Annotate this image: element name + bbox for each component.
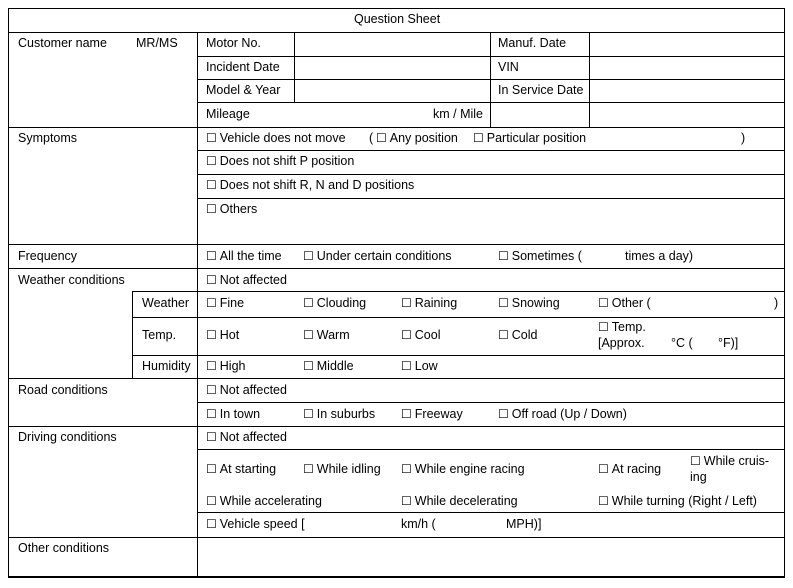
checkbox-icon[interactable]: ☐ bbox=[401, 328, 412, 342]
option-cool[interactable]: ☐ Cool bbox=[401, 328, 441, 342]
checkbox-icon[interactable]: ☐ bbox=[401, 296, 412, 310]
option-vehicle-speed[interactable]: ☐ Vehicle speed [ bbox=[206, 517, 305, 531]
option-at-racing[interactable]: ☐ At racing bbox=[598, 462, 662, 476]
option-off-road[interactable]: ☐ Off road (Up / Down) bbox=[498, 407, 627, 421]
checkbox-icon[interactable]: ☐ bbox=[498, 249, 509, 263]
option-particular-position[interactable]: ☐ Particular position bbox=[473, 131, 587, 145]
rule bbox=[8, 426, 785, 427]
option-clouding[interactable]: ☐ Clouding bbox=[303, 296, 367, 310]
checkbox-icon[interactable]: ☐ bbox=[401, 462, 412, 476]
option-weather-not-affected[interactable]: ☐ Not affected bbox=[206, 273, 287, 287]
incident-date-label: Incident Date bbox=[206, 60, 280, 74]
option-in-town[interactable]: ☐ In town bbox=[206, 407, 261, 421]
checkbox-icon[interactable]: ☐ bbox=[206, 328, 217, 342]
rule-right bbox=[784, 8, 785, 577]
rule bbox=[132, 317, 785, 318]
weather-sub-label: Weather bbox=[142, 296, 190, 310]
rule bbox=[197, 102, 785, 103]
option-others[interactable]: ☐ Others bbox=[206, 202, 258, 216]
checkbox-icon[interactable]: ☐ bbox=[303, 407, 314, 421]
option-while-accelerating[interactable]: ☐ While accelerating bbox=[206, 494, 322, 508]
deg-f-label: °F)] bbox=[718, 336, 739, 350]
rule bbox=[8, 244, 785, 245]
option-warm[interactable]: ☐ Warm bbox=[303, 328, 350, 342]
rule bbox=[8, 537, 785, 538]
option-cold[interactable]: ☐ Cold bbox=[498, 328, 538, 342]
humidity-sub-label: Humidity bbox=[142, 359, 191, 373]
kmh-label: km/h ( bbox=[401, 517, 436, 531]
option-any-position[interactable]: ☐ Any position bbox=[376, 131, 458, 145]
option-low[interactable]: ☐ Low bbox=[401, 359, 438, 373]
temp-sub-label: Temp. bbox=[142, 328, 177, 342]
times-a-day-label: times a day) bbox=[625, 249, 694, 263]
checkbox-icon[interactable]: ☐ bbox=[206, 462, 217, 476]
approx-label: [Approx. bbox=[598, 336, 645, 350]
option-temp[interactable]: ☐ Temp. bbox=[598, 320, 646, 334]
rule bbox=[197, 449, 785, 450]
checkbox-icon[interactable]: ☐ bbox=[598, 320, 609, 334]
checkbox-icon[interactable]: ☐ bbox=[303, 328, 314, 342]
rule bbox=[197, 56, 785, 57]
checkbox-icon[interactable]: ☐ bbox=[376, 131, 387, 145]
in-service-date-label: In Service Date bbox=[498, 83, 584, 97]
checkbox-icon[interactable]: ☐ bbox=[473, 131, 484, 145]
driving-conditions-label: Driving conditions bbox=[18, 430, 117, 444]
option-at-starting[interactable]: ☐ At starting bbox=[206, 462, 277, 476]
checkbox-icon[interactable]: ☐ bbox=[206, 202, 217, 216]
rule-label-column bbox=[197, 32, 198, 577]
frequency-label: Frequency bbox=[18, 249, 78, 263]
rule bbox=[197, 174, 785, 175]
option-vehicle-not-move[interactable]: ☐ Vehicle does not move bbox=[206, 131, 346, 145]
option-while-cruising[interactable]: ☐ While cruis- bbox=[690, 454, 770, 468]
manuf-date-label: Manuf. Date bbox=[498, 36, 567, 50]
rule bbox=[8, 268, 785, 269]
option-snowing[interactable]: ☐ Snowing bbox=[498, 296, 560, 310]
cruising-continuation: ing bbox=[690, 470, 707, 484]
option-while-decelerating[interactable]: ☐ While decelerating bbox=[401, 494, 518, 508]
mileage-label: Mileage bbox=[206, 107, 250, 121]
checkbox-icon[interactable]: ☐ bbox=[206, 359, 217, 373]
mileage-unit-label: km / Mile bbox=[433, 107, 483, 121]
rule bbox=[197, 150, 785, 151]
option-in-suburbs[interactable]: ☐ In suburbs bbox=[303, 407, 376, 421]
checkbox-icon[interactable]: ☐ bbox=[498, 328, 509, 342]
checkbox-icon[interactable]: ☐ bbox=[206, 517, 217, 531]
rule-title-bottom bbox=[8, 32, 785, 33]
motor-no-label: Motor No. bbox=[206, 36, 261, 50]
checkbox-icon[interactable]: ☐ bbox=[598, 462, 609, 476]
checkbox-icon[interactable]: ☐ bbox=[206, 407, 217, 421]
deg-c-label: °C ( bbox=[671, 336, 693, 350]
checkbox-icon[interactable]: ☐ bbox=[303, 249, 314, 263]
rule-sub-label-column bbox=[132, 291, 133, 378]
checkbox-icon[interactable]: ☐ bbox=[206, 273, 217, 287]
checkbox-icon[interactable]: ☐ bbox=[598, 296, 609, 310]
option-no-shift-p[interactable]: ☐ Does not shift P position bbox=[206, 154, 355, 168]
checkbox-icon[interactable]: ☐ bbox=[206, 430, 217, 444]
customer-name-label: Customer name bbox=[18, 36, 107, 50]
rule-left bbox=[8, 8, 9, 577]
option-high[interactable]: ☐ High bbox=[206, 359, 246, 373]
rule bbox=[197, 79, 785, 80]
rule bbox=[132, 355, 785, 356]
rule-top bbox=[8, 8, 785, 9]
option-sometimes[interactable]: ☐ Sometimes ( bbox=[498, 249, 582, 263]
checkbox-icon[interactable]: ☐ bbox=[206, 296, 217, 310]
rule bbox=[197, 198, 785, 199]
option-no-shift-rnd[interactable]: ☐ Does not shift R, N and D positions bbox=[206, 178, 415, 192]
paren-open: ( bbox=[369, 131, 374, 145]
rule bbox=[294, 32, 295, 102]
option-raining[interactable]: ☐ Raining bbox=[401, 296, 458, 310]
rule bbox=[589, 32, 590, 127]
option-road-not-affected[interactable]: ☐ Not affected bbox=[206, 383, 287, 397]
model-year-label: Model & Year bbox=[206, 83, 281, 97]
rule bbox=[8, 127, 785, 128]
other-conditions-label: Other conditions bbox=[18, 541, 110, 555]
option-driving-not-affected[interactable]: ☐ Not affected bbox=[206, 430, 287, 444]
option-while-turning[interactable]: ☐ While turning (Right / Left) bbox=[598, 494, 757, 508]
paren-close: ) bbox=[741, 131, 746, 145]
sheet-title: Question Sheet bbox=[354, 12, 441, 26]
road-conditions-label: Road conditions bbox=[18, 383, 108, 397]
option-engine-racing[interactable]: ☐ While engine racing bbox=[401, 462, 525, 476]
rule bbox=[197, 402, 785, 403]
vin-label: VIN bbox=[498, 60, 519, 74]
checkbox-icon[interactable]: ☐ bbox=[401, 407, 412, 421]
option-fine[interactable]: ☐ Fine bbox=[206, 296, 245, 310]
option-hot[interactable]: ☐ Hot bbox=[206, 328, 240, 342]
option-while-idling[interactable]: ☐ While idling bbox=[303, 462, 381, 476]
checkbox-icon[interactable]: ☐ bbox=[303, 462, 314, 476]
option-other-weather[interactable]: ☐ Other ( bbox=[598, 296, 651, 310]
checkbox-icon[interactable]: ☐ bbox=[206, 154, 217, 168]
weather-conditions-label: Weather conditions bbox=[18, 273, 125, 287]
rule bbox=[197, 512, 785, 513]
checkbox-icon[interactable]: ☐ bbox=[401, 494, 412, 508]
checkbox-icon[interactable]: ☐ bbox=[401, 359, 412, 373]
rule bbox=[132, 291, 785, 292]
rule bbox=[490, 32, 491, 127]
checkbox-icon[interactable]: ☐ bbox=[498, 296, 509, 310]
mph-label: MPH)] bbox=[506, 517, 542, 531]
option-middle[interactable]: ☐ Middle bbox=[303, 359, 354, 373]
checkbox-icon[interactable]: ☐ bbox=[598, 494, 609, 508]
checkbox-icon[interactable]: ☐ bbox=[206, 383, 217, 397]
checkbox-icon[interactable]: ☐ bbox=[206, 178, 217, 192]
checkbox-icon[interactable]: ☐ bbox=[206, 131, 217, 145]
option-under-certain-conditions[interactable]: ☐ Under certain conditions bbox=[303, 249, 452, 263]
checkbox-icon[interactable]: ☐ bbox=[206, 249, 217, 263]
option-all-the-time[interactable]: ☐ All the time bbox=[206, 249, 282, 263]
mr-ms-label: MR/MS bbox=[136, 36, 178, 50]
checkbox-icon[interactable]: ☐ bbox=[690, 454, 701, 468]
option-freeway[interactable]: ☐ Freeway bbox=[401, 407, 463, 421]
symptoms-label: Symptoms bbox=[18, 131, 78, 145]
other-weather-close: ) bbox=[774, 296, 779, 310]
checkbox-icon[interactable]: ☐ bbox=[206, 494, 217, 508]
rule-bottom bbox=[8, 576, 785, 578]
rule bbox=[8, 378, 785, 379]
checkbox-icon[interactable]: ☐ bbox=[303, 359, 314, 373]
checkbox-icon[interactable]: ☐ bbox=[303, 296, 314, 310]
checkbox-icon[interactable]: ☐ bbox=[498, 407, 509, 421]
